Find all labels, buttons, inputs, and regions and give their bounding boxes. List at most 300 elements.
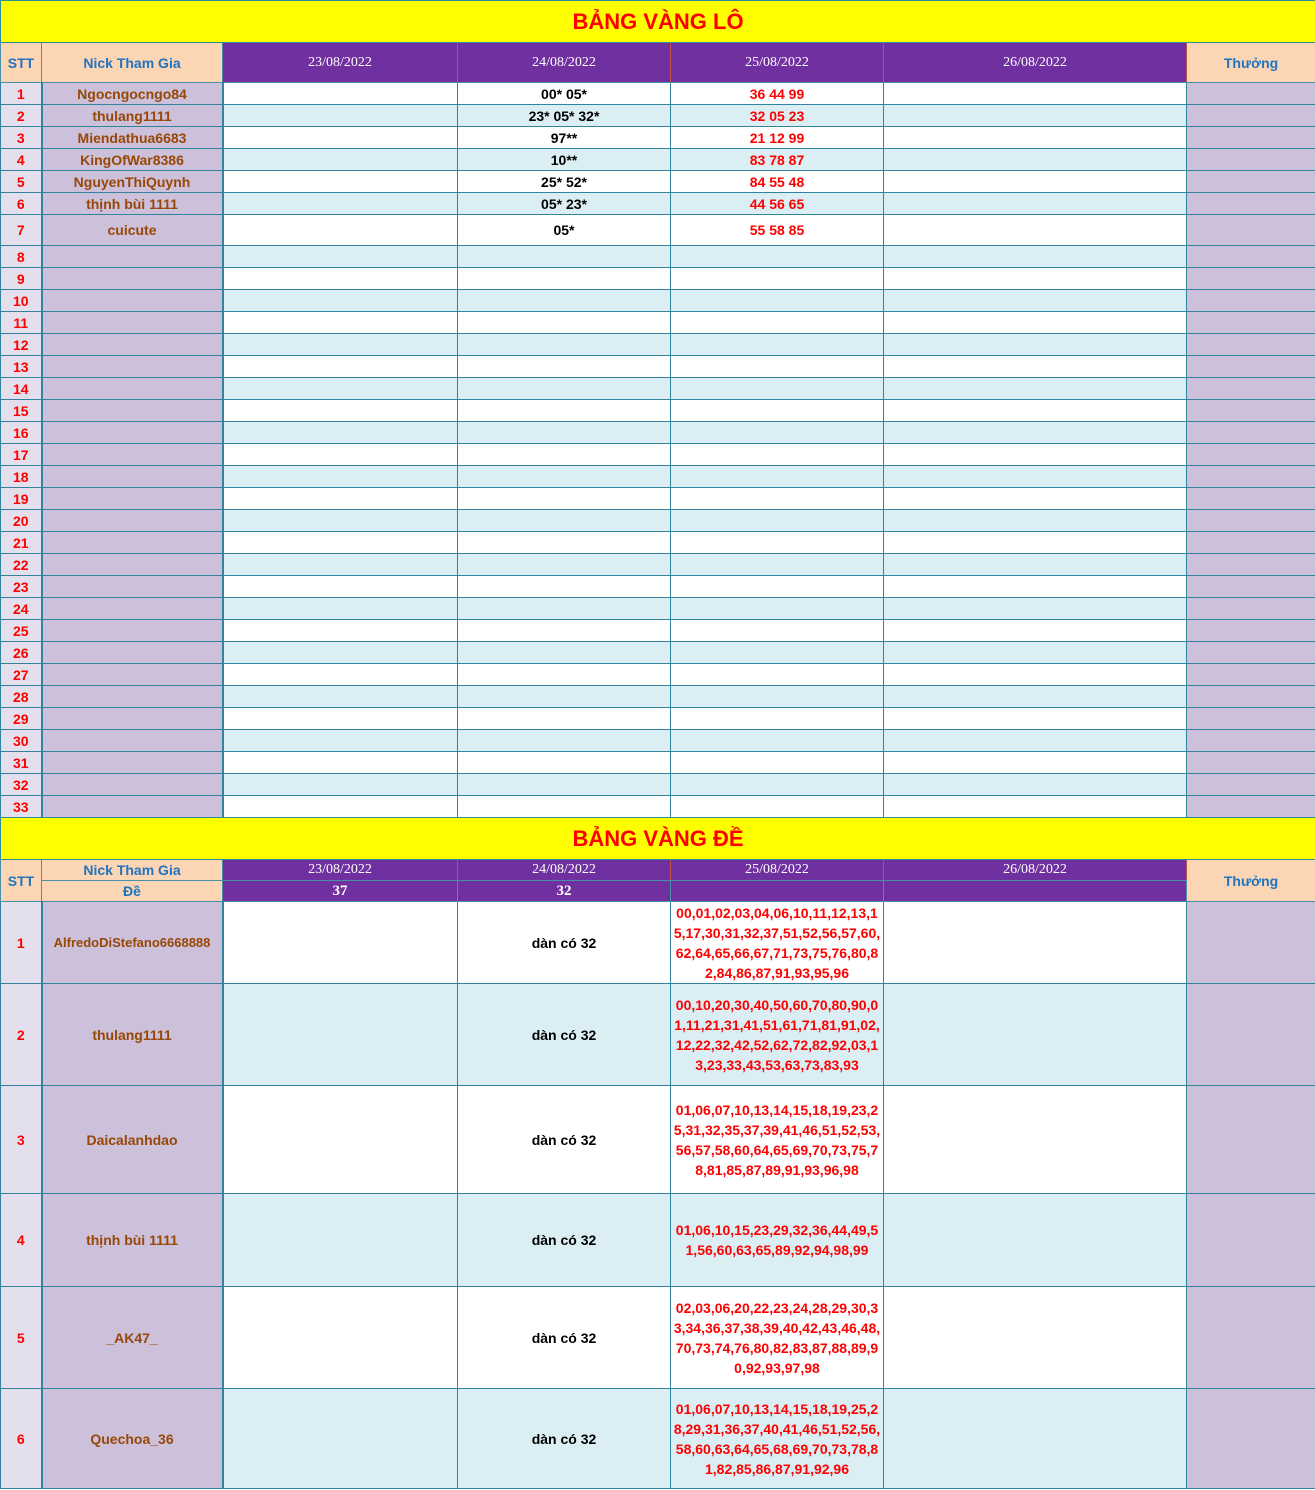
row-prize (1187, 127, 1315, 149)
row-prize (1187, 149, 1315, 171)
row-prize (1187, 1194, 1315, 1287)
row-day-4 (884, 171, 1187, 193)
row-day-2: 10** (458, 149, 671, 171)
de-table-row (1, 1086, 1315, 1194)
row-day-3 (671, 774, 884, 796)
row-day-1 (223, 708, 458, 730)
row-day-3 (671, 730, 884, 752)
row-nick: Ngocngocngo84 (42, 83, 223, 105)
row-day-2: 05* (458, 215, 671, 246)
row-day-2 (458, 378, 671, 400)
row-day-4 (884, 708, 1187, 730)
row-day-4 (884, 334, 1187, 356)
row-prize (1187, 83, 1315, 105)
lo-table-row (1, 171, 1315, 193)
row-day-3 (671, 334, 884, 356)
row-day-4 (884, 664, 1187, 686)
row-day-3: 00,01,02,03,04,06,10,11,12,13,15,17,30,31,32,37,51,52,56,57,60,62,64,65,66,67,71,73,75,76,80,82,84,86,87,91,93,95,96 (671, 902, 884, 984)
row-day-4 (884, 488, 1187, 510)
row-day-2 (458, 664, 671, 686)
lo-table-row (1, 378, 1315, 400)
row-day-3 (671, 576, 884, 598)
row-day-1 (223, 215, 458, 246)
row-day-1 (223, 796, 458, 818)
row-day-1 (223, 400, 458, 422)
row-day-1 (223, 312, 458, 334)
row-prize (1187, 598, 1315, 620)
row-day-3 (671, 752, 884, 774)
row-stt: 24 (1, 598, 42, 620)
row-day-3 (671, 488, 884, 510)
row-day-3 (671, 796, 884, 818)
row-day-4 (884, 83, 1187, 105)
row-day-1 (223, 127, 458, 149)
row-prize (1187, 171, 1315, 193)
lo-table-row (1, 664, 1315, 686)
lo-title: BẢNG VÀNG LÔ (1, 1, 1315, 43)
lo-table-row (1, 532, 1315, 554)
row-day-4 (884, 576, 1187, 598)
row-day-4 (884, 312, 1187, 334)
lo-table-row (1, 774, 1315, 796)
row-nick: Daicalanhdao (42, 1086, 223, 1194)
row-stt: 4 (1, 149, 42, 171)
row-day-3 (671, 400, 884, 422)
row-day-4 (884, 105, 1187, 127)
row-day-3 (671, 268, 884, 290)
row-day-4 (884, 620, 1187, 642)
row-prize (1187, 1086, 1315, 1194)
row-day-3 (671, 598, 884, 620)
row-nick: cuicute (42, 215, 223, 246)
row-day-3: 84 55 48 (671, 171, 884, 193)
lo-table-row (1, 730, 1315, 752)
row-nick (42, 554, 223, 576)
row-stt: 23 (1, 576, 42, 598)
lo-table-row (1, 620, 1315, 642)
row-stt: 3 (1, 1086, 42, 1194)
row-stt: 2 (1, 105, 42, 127)
row-stt: 13 (1, 356, 42, 378)
row-nick: _AK47_ (42, 1287, 223, 1389)
row-stt: 12 (1, 334, 42, 356)
lo-table-row (1, 642, 1315, 664)
row-stt: 18 (1, 466, 42, 488)
row-stt: 30 (1, 730, 42, 752)
row-day-1 (223, 1086, 458, 1194)
row-day-2 (458, 532, 671, 554)
row-day-2 (458, 444, 671, 466)
lo-table-row (1, 554, 1315, 576)
row-day-3: 01,06,07,10,13,14,15,18,19,25,28,29,31,36,37,40,41,46,51,52,56,58,60,63,64,65,68,69,70,73,78,81,82,85,86,87,91,92,96 (671, 1389, 884, 1489)
row-day-3 (671, 422, 884, 444)
row-day-3: 02,03,06,20,22,23,24,28,29,30,33,34,36,37,38,39,40,42,43,46,48,70,73,74,76,80,82,83,87,88,89,90,92,93,97,98 (671, 1287, 884, 1389)
row-stt: 11 (1, 312, 42, 334)
row-nick (42, 796, 223, 818)
row-day-3 (671, 378, 884, 400)
row-day-1 (223, 664, 458, 686)
row-day-4 (884, 642, 1187, 664)
row-prize (1187, 796, 1315, 818)
row-day-1 (223, 984, 458, 1086)
row-day-4 (884, 378, 1187, 400)
row-stt: 31 (1, 752, 42, 774)
row-day-1 (223, 246, 458, 268)
row-nick (42, 664, 223, 686)
de-table-row (1, 1389, 1315, 1489)
lo-table-row (1, 796, 1315, 818)
row-nick: Quechoa_36 (42, 1389, 223, 1489)
row-day-4 (884, 598, 1187, 620)
row-prize (1187, 1287, 1315, 1389)
lo-table-row (1, 422, 1315, 444)
row-day-1 (223, 466, 458, 488)
row-day-2 (458, 554, 671, 576)
lo-header-date-4: 26/08/2022 (884, 43, 1187, 83)
row-day-2 (458, 576, 671, 598)
row-nick (42, 510, 223, 532)
row-stt: 25 (1, 620, 42, 642)
row-day-3 (671, 312, 884, 334)
row-day-1 (223, 1389, 458, 1489)
row-stt: 2 (1, 984, 42, 1086)
lo-table-row (1, 105, 1315, 127)
row-day-4 (884, 466, 1187, 488)
row-nick (42, 400, 223, 422)
row-prize (1187, 215, 1315, 246)
row-nick (42, 730, 223, 752)
row-nick (42, 532, 223, 554)
row-stt: 7 (1, 215, 42, 246)
row-prize (1187, 576, 1315, 598)
row-prize (1187, 730, 1315, 752)
row-stt: 29 (1, 708, 42, 730)
row-day-1 (223, 83, 458, 105)
row-day-2 (458, 686, 671, 708)
row-day-4 (884, 902, 1187, 984)
row-nick (42, 334, 223, 356)
row-day-1 (223, 193, 458, 215)
row-day-2: dàn có 32 (458, 984, 671, 1086)
row-stt: 33 (1, 796, 42, 818)
row-stt: 22 (1, 554, 42, 576)
row-day-3: 55 58 85 (671, 215, 884, 246)
row-day-3 (671, 444, 884, 466)
row-prize (1187, 642, 1315, 664)
row-day-4 (884, 1287, 1187, 1389)
lo-table-row (1, 488, 1315, 510)
row-day-1 (223, 1287, 458, 1389)
row-day-3: 01,06,07,10,13,14,15,18,19,23,25,31,32,35,37,39,41,46,51,52,53,56,57,58,60,64,65,69,70,73,75,78,81,85,87,89,91,93,96,98 (671, 1086, 884, 1194)
lo-table-row (1, 83, 1315, 105)
lo-table-row (1, 686, 1315, 708)
row-day-3 (671, 510, 884, 532)
row-prize (1187, 400, 1315, 422)
lo-table-row (1, 708, 1315, 730)
row-day-3: 44 56 65 (671, 193, 884, 215)
row-day-3 (671, 686, 884, 708)
row-nick (42, 422, 223, 444)
row-nick (42, 752, 223, 774)
de-body (1, 902, 1315, 1489)
row-stt: 9 (1, 268, 42, 290)
row-day-2: dàn có 32 (458, 1194, 671, 1287)
row-day-4 (884, 1086, 1187, 1194)
row-day-1 (223, 774, 458, 796)
row-stt: 5 (1, 1287, 42, 1389)
row-nick (42, 290, 223, 312)
de-result-3 (671, 881, 884, 902)
row-day-3 (671, 642, 884, 664)
lo-body (1, 83, 1315, 818)
row-day-1 (223, 686, 458, 708)
row-day-2 (458, 268, 671, 290)
row-day-1 (223, 730, 458, 752)
row-day-2: 00* 05* (458, 83, 671, 105)
row-day-3: 21 12 99 (671, 127, 884, 149)
row-stt: 4 (1, 1194, 42, 1287)
row-day-1 (223, 510, 458, 532)
lo-table-row (1, 400, 1315, 422)
row-stt: 3 (1, 127, 42, 149)
row-day-2 (458, 598, 671, 620)
row-nick (42, 642, 223, 664)
row-stt: 8 (1, 246, 42, 268)
row-day-2 (458, 422, 671, 444)
row-day-2: 97** (458, 127, 671, 149)
row-stt: 15 (1, 400, 42, 422)
row-day-1 (223, 444, 458, 466)
row-stt: 19 (1, 488, 42, 510)
lo-table-row (1, 127, 1315, 149)
row-prize (1187, 664, 1315, 686)
row-day-4 (884, 730, 1187, 752)
row-day-1 (223, 171, 458, 193)
row-prize (1187, 510, 1315, 532)
row-day-2: 23* 05* 32* (458, 105, 671, 127)
row-day-4 (884, 444, 1187, 466)
row-stt: 5 (1, 171, 42, 193)
de-table-row (1, 984, 1315, 1086)
de-table (0, 817, 1315, 1489)
row-day-2 (458, 312, 671, 334)
row-prize (1187, 444, 1315, 466)
row-nick: thịnh bùi 1111 (42, 193, 223, 215)
row-stt: 26 (1, 642, 42, 664)
row-day-1 (223, 290, 458, 312)
lo-table-row (1, 268, 1315, 290)
row-day-4 (884, 554, 1187, 576)
row-nick: Miendathua6683 (42, 127, 223, 149)
row-prize (1187, 422, 1315, 444)
row-day-1 (223, 149, 458, 171)
row-day-1 (223, 532, 458, 554)
row-day-4 (884, 1389, 1187, 1489)
row-prize (1187, 378, 1315, 400)
row-day-2 (458, 488, 671, 510)
row-day-2 (458, 642, 671, 664)
row-day-4 (884, 215, 1187, 246)
row-day-4 (884, 290, 1187, 312)
row-day-2 (458, 620, 671, 642)
row-day-4 (884, 149, 1187, 171)
row-nick: NguyenThiQuynh (42, 171, 223, 193)
row-day-1 (223, 488, 458, 510)
lo-table-row (1, 149, 1315, 171)
row-stt: 32 (1, 774, 42, 796)
de-header-nick: Nick Tham Gia (42, 860, 223, 881)
row-day-4 (884, 268, 1187, 290)
row-day-3: 36 44 99 (671, 83, 884, 105)
row-day-4 (884, 796, 1187, 818)
row-day-4 (884, 127, 1187, 149)
row-nick (42, 312, 223, 334)
row-day-3 (671, 664, 884, 686)
row-nick (42, 444, 223, 466)
row-day-2 (458, 774, 671, 796)
de-table-row (1, 1194, 1315, 1287)
lo-table-row (1, 334, 1315, 356)
lo-table-row (1, 290, 1315, 312)
row-stt: 27 (1, 664, 42, 686)
de-header-stt: STT (1, 860, 42, 902)
de-header-date-4: 26/08/2022 (884, 860, 1187, 881)
row-stt: 14 (1, 378, 42, 400)
row-stt: 21 (1, 532, 42, 554)
row-prize (1187, 334, 1315, 356)
row-prize (1187, 708, 1315, 730)
row-day-4 (884, 1194, 1187, 1287)
row-nick (42, 774, 223, 796)
row-stt: 1 (1, 902, 42, 984)
lo-header-stt: STT (1, 43, 42, 83)
de-result-2: 32 (458, 881, 671, 902)
lo-header-date-1: 23/08/2022 (223, 43, 458, 83)
row-day-1 (223, 642, 458, 664)
row-day-3 (671, 708, 884, 730)
lo-table-row (1, 510, 1315, 532)
row-day-2 (458, 708, 671, 730)
row-day-3: 83 78 87 (671, 149, 884, 171)
row-stt: 20 (1, 510, 42, 532)
row-day-4 (884, 246, 1187, 268)
row-prize (1187, 554, 1315, 576)
row-nick (42, 598, 223, 620)
row-day-1 (223, 378, 458, 400)
row-prize (1187, 246, 1315, 268)
row-day-3 (671, 532, 884, 554)
row-day-2 (458, 466, 671, 488)
de-header-date-2: 24/08/2022 (458, 860, 671, 881)
row-day-3 (671, 290, 884, 312)
row-day-3 (671, 356, 884, 378)
row-stt: 1 (1, 83, 42, 105)
row-nick: thulang1111 (42, 105, 223, 127)
row-day-1 (223, 268, 458, 290)
row-nick (42, 488, 223, 510)
row-day-4 (884, 356, 1187, 378)
row-day-1 (223, 422, 458, 444)
row-day-2 (458, 796, 671, 818)
row-day-4 (884, 422, 1187, 444)
row-day-2 (458, 246, 671, 268)
row-nick (42, 620, 223, 642)
row-day-2 (458, 752, 671, 774)
row-day-1 (223, 554, 458, 576)
row-day-2 (458, 290, 671, 312)
row-day-2: dàn có 32 (458, 1086, 671, 1194)
lo-table-row (1, 215, 1315, 246)
row-prize (1187, 312, 1315, 334)
row-prize (1187, 1389, 1315, 1489)
row-day-4 (884, 984, 1187, 1086)
row-stt: 6 (1, 1389, 42, 1489)
row-prize (1187, 984, 1315, 1086)
de-header-de: Đề (42, 881, 223, 902)
row-prize (1187, 774, 1315, 796)
lo-header-prize: Thưởng (1187, 43, 1315, 83)
row-nick (42, 708, 223, 730)
row-day-2 (458, 400, 671, 422)
lo-header-date-3: 25/08/2022 (671, 43, 884, 83)
row-nick: KingOfWar8386 (42, 149, 223, 171)
row-day-2: 25* 52* (458, 171, 671, 193)
row-day-3 (671, 246, 884, 268)
row-day-2 (458, 356, 671, 378)
de-header-date-3: 25/08/2022 (671, 860, 884, 881)
lo-table-row (1, 466, 1315, 488)
row-day-4 (884, 193, 1187, 215)
row-day-1 (223, 752, 458, 774)
row-day-4 (884, 532, 1187, 554)
row-day-3: 32 05 23 (671, 105, 884, 127)
row-day-2: dàn có 32 (458, 1287, 671, 1389)
row-day-2 (458, 510, 671, 532)
de-header-prize: Thưởng (1187, 860, 1315, 902)
row-day-2: dàn có 32 (458, 1389, 671, 1489)
row-day-1 (223, 902, 458, 984)
lo-header-date-2: 24/08/2022 (458, 43, 671, 83)
row-nick: thulang1111 (42, 984, 223, 1086)
lo-table-row (1, 246, 1315, 268)
row-day-3: 01,06,10,15,23,29,32,36,44,49,51,56,60,63,65,89,92,94,98,99 (671, 1194, 884, 1287)
row-day-1 (223, 334, 458, 356)
de-header-date-1: 23/08/2022 (223, 860, 458, 881)
row-day-1 (223, 620, 458, 642)
row-prize (1187, 268, 1315, 290)
row-day-1 (223, 105, 458, 127)
row-day-2: 05* 23* (458, 193, 671, 215)
row-stt: 17 (1, 444, 42, 466)
row-nick: AlfredoDiStefano6668888 (42, 902, 223, 984)
row-day-1 (223, 1194, 458, 1287)
row-day-1 (223, 576, 458, 598)
row-nick (42, 268, 223, 290)
row-nick (42, 246, 223, 268)
row-day-1 (223, 598, 458, 620)
row-day-4 (884, 686, 1187, 708)
row-prize (1187, 356, 1315, 378)
row-day-4 (884, 774, 1187, 796)
row-prize (1187, 105, 1315, 127)
row-nick (42, 356, 223, 378)
row-nick (42, 466, 223, 488)
row-prize (1187, 193, 1315, 215)
lo-table-row (1, 312, 1315, 334)
de-table-row (1, 902, 1315, 984)
row-day-2 (458, 334, 671, 356)
row-day-4 (884, 510, 1187, 532)
